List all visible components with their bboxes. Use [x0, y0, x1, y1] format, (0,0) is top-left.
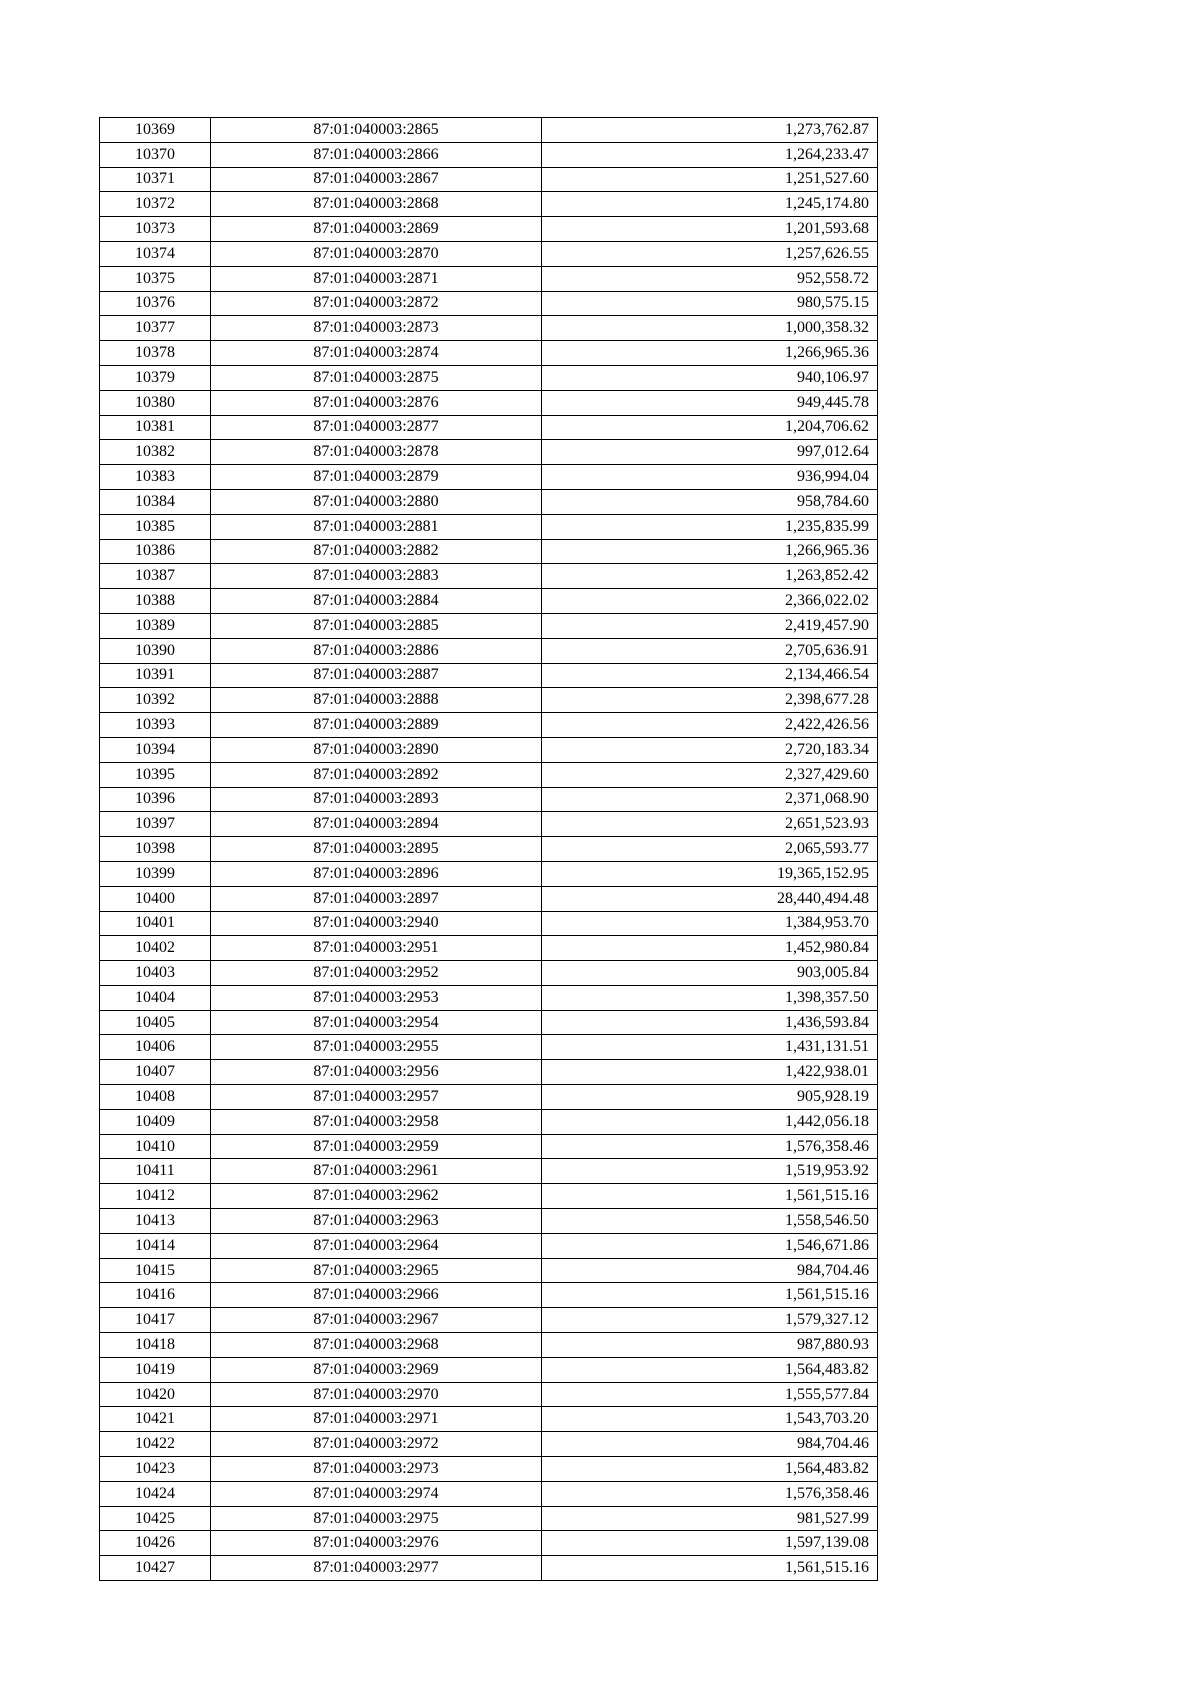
table-row [100, 564, 878, 589]
value-cell: 980,575.15 [542, 291, 878, 316]
table-row [100, 985, 878, 1010]
value-cell: 1,204,706.62 [542, 415, 878, 440]
value-cell: 940,106.97 [542, 365, 878, 390]
table-row [100, 1085, 878, 1110]
value-cell: 1,251,527.60 [542, 167, 878, 192]
cadastral-number-cell: 87:01:040003:2976 [211, 1531, 542, 1556]
cadastral-number-cell: 87:01:040003:2882 [211, 539, 542, 564]
value-cell: 997,012.64 [542, 440, 878, 465]
table-row [100, 1407, 878, 1432]
row-number-cell: 10407 [100, 1060, 211, 1085]
cadastral-number-cell: 87:01:040003:2958 [211, 1109, 542, 1134]
row-number-cell: 10420 [100, 1382, 211, 1407]
table-row [100, 613, 878, 638]
row-number-cell: 10379 [100, 365, 211, 390]
value-cell: 2,366,022.02 [542, 589, 878, 614]
row-number-cell: 10403 [100, 961, 211, 986]
table-row [100, 1556, 878, 1581]
row-number-cell: 10397 [100, 812, 211, 837]
row-number-cell: 10389 [100, 613, 211, 638]
cadastral-number-cell: 87:01:040003:2868 [211, 192, 542, 217]
value-cell: 936,994.04 [542, 465, 878, 490]
value-cell: 1,519,953.92 [542, 1159, 878, 1184]
value-cell: 1,245,174.80 [542, 192, 878, 217]
cadastral-number-cell: 87:01:040003:2940 [211, 911, 542, 936]
value-cell: 905,928.19 [542, 1085, 878, 1110]
row-number-cell: 10414 [100, 1233, 211, 1258]
row-number-cell: 10402 [100, 936, 211, 961]
row-number-cell: 10376 [100, 291, 211, 316]
value-cell: 981,527.99 [542, 1506, 878, 1531]
table-row [100, 936, 878, 961]
cadastral-number-cell: 87:01:040003:2873 [211, 316, 542, 341]
value-cell: 28,440,494.48 [542, 886, 878, 911]
row-number-cell: 10423 [100, 1457, 211, 1482]
cadastral-number-cell: 87:01:040003:2889 [211, 713, 542, 738]
value-cell: 2,705,636.91 [542, 638, 878, 663]
table-row [100, 886, 878, 911]
cadastral-number-cell: 87:01:040003:2893 [211, 787, 542, 812]
row-number-cell: 10381 [100, 415, 211, 440]
row-number-cell: 10418 [100, 1333, 211, 1358]
row-number-cell: 10393 [100, 713, 211, 738]
cadastral-number-cell: 87:01:040003:2867 [211, 167, 542, 192]
value-cell: 1,576,358.46 [542, 1481, 878, 1506]
table-row [100, 1109, 878, 1134]
row-number-cell: 10413 [100, 1209, 211, 1234]
row-number-cell: 10424 [100, 1481, 211, 1506]
value-cell: 1,398,357.50 [542, 985, 878, 1010]
row-number-cell: 10388 [100, 589, 211, 614]
cadastral-number-cell: 87:01:040003:2876 [211, 390, 542, 415]
cadastral-number-cell: 87:01:040003:2875 [211, 365, 542, 390]
row-number-cell: 10382 [100, 440, 211, 465]
table-row [100, 217, 878, 242]
value-cell: 1,561,515.16 [542, 1184, 878, 1209]
row-number-cell: 10422 [100, 1432, 211, 1457]
table-row [100, 1382, 878, 1407]
value-cell: 984,704.46 [542, 1432, 878, 1457]
value-cell: 1,564,483.82 [542, 1457, 878, 1482]
table-row [100, 762, 878, 787]
row-number-cell: 10370 [100, 142, 211, 167]
table-row [100, 861, 878, 886]
cadastral-number-cell: 87:01:040003:2964 [211, 1233, 542, 1258]
row-number-cell: 10427 [100, 1556, 211, 1581]
row-number-cell: 10426 [100, 1531, 211, 1556]
value-cell: 1,263,852.42 [542, 564, 878, 589]
data-table [99, 117, 878, 1581]
table-row [100, 489, 878, 514]
value-cell: 19,365,152.95 [542, 861, 878, 886]
cadastral-number-cell: 87:01:040003:2977 [211, 1556, 542, 1581]
value-cell: 1,431,131.51 [542, 1035, 878, 1060]
value-cell: 1,561,515.16 [542, 1556, 878, 1581]
value-cell: 903,005.84 [542, 961, 878, 986]
value-cell: 1,543,703.20 [542, 1407, 878, 1432]
cadastral-number-cell: 87:01:040003:2962 [211, 1184, 542, 1209]
row-number-cell: 10411 [100, 1159, 211, 1184]
table-row [100, 638, 878, 663]
row-number-cell: 10417 [100, 1308, 211, 1333]
cadastral-number-cell: 87:01:040003:2877 [211, 415, 542, 440]
value-cell: 1,561,515.16 [542, 1283, 878, 1308]
value-cell: 1,436,593.84 [542, 1010, 878, 1035]
cadastral-number-cell: 87:01:040003:2881 [211, 514, 542, 539]
row-number-cell: 10380 [100, 390, 211, 415]
value-cell: 2,134,466.54 [542, 663, 878, 688]
table-row [100, 713, 878, 738]
row-number-cell: 10404 [100, 985, 211, 1010]
value-cell: 987,880.93 [542, 1333, 878, 1358]
cadastral-number-cell: 87:01:040003:2886 [211, 638, 542, 663]
row-number-cell: 10412 [100, 1184, 211, 1209]
row-number-cell: 10391 [100, 663, 211, 688]
table-row [100, 1308, 878, 1333]
value-cell: 1,597,139.08 [542, 1531, 878, 1556]
table-row [100, 663, 878, 688]
row-number-cell: 10385 [100, 514, 211, 539]
row-number-cell: 10400 [100, 886, 211, 911]
value-cell: 1,555,577.84 [542, 1382, 878, 1407]
cadastral-number-cell: 87:01:040003:2972 [211, 1432, 542, 1457]
value-cell: 1,546,671.86 [542, 1233, 878, 1258]
cadastral-number-cell: 87:01:040003:2874 [211, 341, 542, 366]
value-cell: 952,558.72 [542, 266, 878, 291]
row-number-cell: 10398 [100, 837, 211, 862]
row-number-cell: 10425 [100, 1506, 211, 1531]
cadastral-number-cell: 87:01:040003:2870 [211, 241, 542, 266]
table-row [100, 316, 878, 341]
value-cell: 949,445.78 [542, 390, 878, 415]
value-cell: 1,422,938.01 [542, 1060, 878, 1085]
row-number-cell: 10415 [100, 1258, 211, 1283]
table-row [100, 911, 878, 936]
cadastral-number-cell: 87:01:040003:2869 [211, 217, 542, 242]
cadastral-number-cell: 87:01:040003:2966 [211, 1283, 542, 1308]
value-cell: 958,784.60 [542, 489, 878, 514]
value-cell: 1,273,762.87 [542, 118, 878, 143]
row-number-cell: 10409 [100, 1109, 211, 1134]
table-row [100, 812, 878, 837]
table-row [100, 118, 878, 143]
cadastral-number-cell: 87:01:040003:2959 [211, 1134, 542, 1159]
value-cell: 1,579,327.12 [542, 1308, 878, 1333]
table-row [100, 1357, 878, 1382]
cadastral-number-cell: 87:01:040003:2895 [211, 837, 542, 862]
row-number-cell: 10369 [100, 118, 211, 143]
value-cell: 1,257,626.55 [542, 241, 878, 266]
table-row [100, 415, 878, 440]
row-number-cell: 10384 [100, 489, 211, 514]
row-number-cell: 10390 [100, 638, 211, 663]
row-number-cell: 10377 [100, 316, 211, 341]
table-row [100, 1209, 878, 1234]
value-cell: 2,398,677.28 [542, 688, 878, 713]
table-row [100, 1531, 878, 1556]
cadastral-number-cell: 87:01:040003:2968 [211, 1333, 542, 1358]
cadastral-number-cell: 87:01:040003:2952 [211, 961, 542, 986]
cadastral-number-cell: 87:01:040003:2961 [211, 1159, 542, 1184]
value-cell: 1,384,953.70 [542, 911, 878, 936]
cadastral-number-cell: 87:01:040003:2871 [211, 266, 542, 291]
cadastral-number-cell: 87:01:040003:2965 [211, 1258, 542, 1283]
cadastral-number-cell: 87:01:040003:2866 [211, 142, 542, 167]
row-number-cell: 10396 [100, 787, 211, 812]
cadastral-number-cell: 87:01:040003:2969 [211, 1357, 542, 1382]
table-row [100, 365, 878, 390]
table-row [100, 1060, 878, 1085]
value-cell: 1,235,835.99 [542, 514, 878, 539]
value-cell: 2,419,457.90 [542, 613, 878, 638]
table-row [100, 787, 878, 812]
row-number-cell: 10421 [100, 1407, 211, 1432]
value-cell: 2,422,426.56 [542, 713, 878, 738]
table-row [100, 167, 878, 192]
row-number-cell: 10387 [100, 564, 211, 589]
table-row [100, 1184, 878, 1209]
table-row [100, 1159, 878, 1184]
table-row [100, 514, 878, 539]
row-number-cell: 10386 [100, 539, 211, 564]
table-row [100, 539, 878, 564]
value-cell: 1,452,980.84 [542, 936, 878, 961]
cadastral-number-cell: 87:01:040003:2963 [211, 1209, 542, 1234]
data-table-body [100, 118, 878, 1581]
row-number-cell: 10406 [100, 1035, 211, 1060]
value-cell: 1,442,056.18 [542, 1109, 878, 1134]
cadastral-number-cell: 87:01:040003:2896 [211, 861, 542, 886]
table-row [100, 589, 878, 614]
table-row [100, 1010, 878, 1035]
table-row [100, 1506, 878, 1531]
cadastral-number-cell: 87:01:040003:2897 [211, 886, 542, 911]
table-row [100, 465, 878, 490]
cadastral-number-cell: 87:01:040003:2865 [211, 118, 542, 143]
table-row [100, 1035, 878, 1060]
cadastral-number-cell: 87:01:040003:2880 [211, 489, 542, 514]
value-cell: 1,558,546.50 [542, 1209, 878, 1234]
row-number-cell: 10408 [100, 1085, 211, 1110]
value-cell: 1,201,593.68 [542, 217, 878, 242]
cadastral-number-cell: 87:01:040003:2879 [211, 465, 542, 490]
cadastral-number-cell: 87:01:040003:2974 [211, 1481, 542, 1506]
cadastral-number-cell: 87:01:040003:2957 [211, 1085, 542, 1110]
table-row [100, 1258, 878, 1283]
cadastral-number-cell: 87:01:040003:2888 [211, 688, 542, 713]
value-cell: 1,266,965.36 [542, 539, 878, 564]
row-number-cell: 10399 [100, 861, 211, 886]
value-cell: 2,327,429.60 [542, 762, 878, 787]
cadastral-number-cell: 87:01:040003:2894 [211, 812, 542, 837]
table-row [100, 1457, 878, 1482]
table-row [100, 961, 878, 986]
cadastral-number-cell: 87:01:040003:2971 [211, 1407, 542, 1432]
table-row [100, 1283, 878, 1308]
row-number-cell: 10419 [100, 1357, 211, 1382]
row-number-cell: 10375 [100, 266, 211, 291]
cadastral-number-cell: 87:01:040003:2975 [211, 1506, 542, 1531]
value-cell: 984,704.46 [542, 1258, 878, 1283]
cadastral-number-cell: 87:01:040003:2951 [211, 936, 542, 961]
row-number-cell: 10372 [100, 192, 211, 217]
table-row [100, 837, 878, 862]
row-number-cell: 10378 [100, 341, 211, 366]
value-cell: 1,564,483.82 [542, 1357, 878, 1382]
row-number-cell: 10395 [100, 762, 211, 787]
cadastral-number-cell: 87:01:040003:2872 [211, 291, 542, 316]
cadastral-number-cell: 87:01:040003:2953 [211, 985, 542, 1010]
table-row [100, 1333, 878, 1358]
row-number-cell: 10374 [100, 241, 211, 266]
table-row [100, 142, 878, 167]
table-row [100, 291, 878, 316]
value-cell: 2,651,523.93 [542, 812, 878, 837]
value-cell: 2,371,068.90 [542, 787, 878, 812]
cadastral-number-cell: 87:01:040003:2955 [211, 1035, 542, 1060]
table-row [100, 440, 878, 465]
table-row [100, 1134, 878, 1159]
table-row [100, 688, 878, 713]
cadastral-number-cell: 87:01:040003:2973 [211, 1457, 542, 1482]
row-number-cell: 10371 [100, 167, 211, 192]
table-row [100, 266, 878, 291]
cadastral-number-cell: 87:01:040003:2884 [211, 589, 542, 614]
value-cell: 1,266,965.36 [542, 341, 878, 366]
cadastral-number-cell: 87:01:040003:2883 [211, 564, 542, 589]
row-number-cell: 10410 [100, 1134, 211, 1159]
table-row [100, 241, 878, 266]
row-number-cell: 10401 [100, 911, 211, 936]
value-cell: 1,000,358.32 [542, 316, 878, 341]
value-cell: 1,576,358.46 [542, 1134, 878, 1159]
table-row [100, 390, 878, 415]
table-row [100, 341, 878, 366]
value-cell: 2,065,593.77 [542, 837, 878, 862]
cadastral-number-cell: 87:01:040003:2887 [211, 663, 542, 688]
value-cell: 2,720,183.34 [542, 737, 878, 762]
row-number-cell: 10373 [100, 217, 211, 242]
cadastral-number-cell: 87:01:040003:2967 [211, 1308, 542, 1333]
table-row [100, 192, 878, 217]
cadastral-number-cell: 87:01:040003:2956 [211, 1060, 542, 1085]
table-row [100, 737, 878, 762]
table-row [100, 1481, 878, 1506]
cadastral-number-cell: 87:01:040003:2890 [211, 737, 542, 762]
cadastral-number-cell: 87:01:040003:2878 [211, 440, 542, 465]
cadastral-number-cell: 87:01:040003:2885 [211, 613, 542, 638]
row-number-cell: 10405 [100, 1010, 211, 1035]
cadastral-number-cell: 87:01:040003:2892 [211, 762, 542, 787]
row-number-cell: 10394 [100, 737, 211, 762]
row-number-cell: 10392 [100, 688, 211, 713]
value-cell: 1,264,233.47 [542, 142, 878, 167]
cadastral-number-cell: 87:01:040003:2970 [211, 1382, 542, 1407]
table-row [100, 1233, 878, 1258]
row-number-cell: 10416 [100, 1283, 211, 1308]
cadastral-number-cell: 87:01:040003:2954 [211, 1010, 542, 1035]
row-number-cell: 10383 [100, 465, 211, 490]
table-row [100, 1432, 878, 1457]
